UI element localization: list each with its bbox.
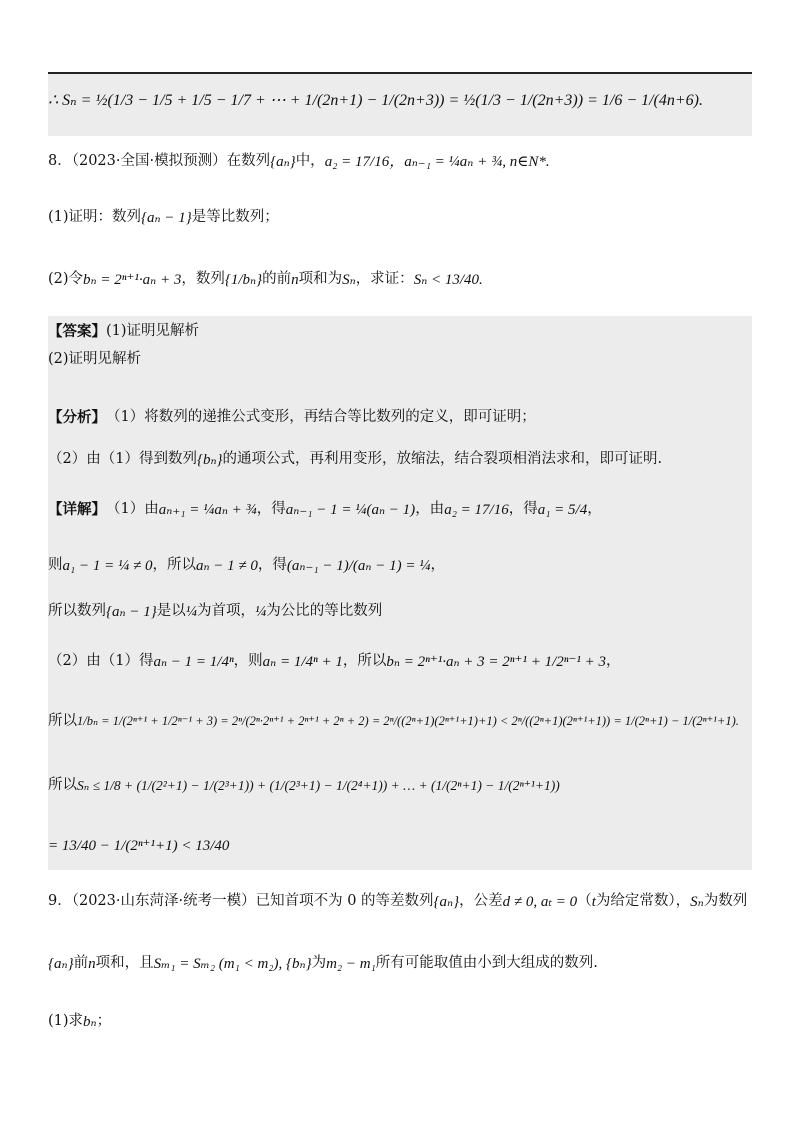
problem-9-sn: Sₙ <box>690 894 704 910</box>
analysis-text-2: （2）由（1）得到数列 <box>48 451 197 468</box>
detail-text: （1）由 <box>106 501 159 518</box>
reciprocal-bound: 1/bₙ = 1/(2ⁿ⁺¹ + 1/2ⁿ⁻¹ + 3) = 2ⁿ/(2ⁿ·2ⁿ⁺¹ + 2ⁿ⁺¹ + 2ⁿ + 2) = 2ⁿ/((2ⁿ+1)(2ⁿ⁺¹+1)+1) < 2ⁿ/((2ⁿ+1)(2ⁿ⁺¹+1)) = 1/(2ⁿ+1) − 1/(2ⁿ⁺¹+1). <box>77 714 739 729</box>
part-2-inequality: Sₙ < 13/40. <box>413 272 483 288</box>
detail-text: ， <box>430 557 445 574</box>
part-2-bn-def: bₙ = 2ⁿ⁺¹·aₙ + 3 <box>83 272 182 288</box>
detail-tag: 【详解】 <box>48 501 106 519</box>
detail-text: ，得 <box>256 501 286 518</box>
detail-text: ， <box>606 653 621 670</box>
detail-line-4 <box>48 652 752 672</box>
detail-text: 所以数列 <box>48 603 106 620</box>
problem-9-text: ，公差 <box>459 893 503 910</box>
problem-9-part-1-text: (1)求 <box>48 1013 84 1030</box>
part-2-reciprocal-seq: {1/bₙ} <box>224 272 263 288</box>
detail-text: ，则 <box>233 653 263 670</box>
detail-text: ，所以 <box>342 653 387 670</box>
problem-9-text: 为 <box>311 955 327 972</box>
problem-9-text: 为数列 <box>703 893 748 910</box>
problem-9-condition: d ≠ 0, aₜ = 0 <box>502 894 578 910</box>
detail-text: 为公比的等比数列 <box>266 603 383 620</box>
part-2-text-4: 项和为 <box>298 271 343 288</box>
problem-8-part-1 <box>48 208 752 228</box>
problem-9-t: t <box>591 894 596 910</box>
detail-text: ，得 <box>257 557 287 574</box>
detail-text: ， <box>587 501 602 518</box>
part-2-text: (2)令 <box>48 271 84 288</box>
first-term: ¼ <box>185 604 197 620</box>
part-1-text: (1)证明：数列 <box>48 209 142 226</box>
problem-8-source: 8．（2023·全国·模拟预测）在数列 <box>48 153 271 170</box>
problem-9-line-1 <box>48 892 752 912</box>
detail-line-6 <box>48 776 752 796</box>
problem-9-sequence: {aₙ} <box>433 894 460 910</box>
problem-9-difference: m₂ − m₁ <box>326 956 376 972</box>
problem-9-part-1-suffix: ； <box>96 1013 112 1030</box>
part-1-sequence: {aₙ − 1} <box>141 210 192 226</box>
problem-8-text: 中， <box>295 153 325 170</box>
shifted-recurrence: aₙ₋₁ − 1 = ¼(aₙ − 1) <box>285 502 416 518</box>
sum-formula: ∴ Sₙ = ½(1/3 − 1/5 + 1/5 − 1/7 + ⋯ + 1/(2n+1) − 1/(2n+3)) = ½(1/3 − 1/(2n+3)) = 1/6 − 1/(4n+6). <box>48 92 704 109</box>
detail-text: 为首项， <box>196 603 255 620</box>
recurrence-formula: aₙ₊₁ = ¼aₙ + ¾ <box>158 502 257 518</box>
a1-value: a₁ = 5/4 <box>537 502 588 518</box>
detail-text: 则 <box>48 557 63 574</box>
problem-9-text: 为给定常数）， <box>595 893 691 910</box>
problem-9-text: （ <box>577 893 592 910</box>
detail-text: ，所以 <box>152 557 196 574</box>
detail-line-1 <box>48 500 752 520</box>
problem-9-bn: bₙ <box>83 1014 97 1030</box>
a2-value: a₂ = 17/16 <box>444 502 509 518</box>
an-minus-1-nonzero: aₙ − 1 ≠ 0 <box>195 558 258 574</box>
answer-tag: 【答案】 <box>48 323 106 340</box>
problem-8-conditions: a₂ = 17/16，aₙ₋₁ = ¼aₙ + ¾, n∈N*. <box>324 154 550 170</box>
problem-9-n: n <box>88 956 96 972</box>
answer-line-2 <box>48 350 752 370</box>
problem-8-sequence: {aₙ} <box>270 154 296 170</box>
problem-8-part-2 <box>48 270 752 290</box>
answer-line-1 <box>48 322 752 342</box>
detail-text: （2）由（1）得 <box>48 653 154 670</box>
problem-9-sums-equal: Sₘ₁ = Sₘ₂ (m₁ < m₂), {bₙ} <box>153 956 312 972</box>
answer-part-1: (1)证明见解析 <box>106 323 200 339</box>
part-2-text-2: ，数列 <box>181 271 225 288</box>
problem-9-text: 所有可能取值由小到大组成的数列. <box>375 955 598 972</box>
sum-bound: Sₙ ≤ 1/8 + (1/(2²+1) − 1/(2³+1)) + (1/(2³+1) − 1/(2⁴+1)) + … + (1/(2ⁿ+1) − 1/(2ⁿ⁺¹+1)) <box>77 777 560 793</box>
bn-formula: bₙ = 2ⁿ⁺¹·aₙ + 3 = 2ⁿ⁺¹ + 1/2ⁿ⁻¹ + 3 <box>386 654 606 670</box>
analysis-text-3: 的通项公式，再利用变形，放缩法，结合裂项相消法求和，即可证明. <box>222 451 663 468</box>
problem-9-line-2 <box>48 954 752 974</box>
part-2-sn: Sₙ <box>342 272 356 288</box>
detail-line-3 <box>48 602 752 622</box>
detail-text: 是以 <box>156 603 186 620</box>
ratio-formula: (aₙ₋₁ − 1)/(aₙ − 1) = ¼ <box>286 558 431 574</box>
problem-9-part-1 <box>48 1012 752 1032</box>
common-ratio: ¼ <box>254 604 267 620</box>
sum-formula-line <box>48 90 752 112</box>
geometric-sequence: {aₙ − 1} <box>106 604 157 620</box>
analysis-line-1 <box>48 408 752 428</box>
part-1-suffix: 是等比数列； <box>191 209 279 226</box>
detail-text: ，得 <box>508 501 538 518</box>
part-2-text-3: 的前 <box>262 271 292 288</box>
an-minus-1-formula: aₙ − 1 = 1/4ⁿ <box>153 654 234 670</box>
a1-minus-1: a₁ − 1 = ¼ ≠ 0 <box>62 558 153 574</box>
problem-9-source: 9．（2023·山东菏泽·统考一模）已知首项不为 0 的等差数列 <box>48 893 434 910</box>
problem-9-sequence: {aₙ} <box>48 956 74 972</box>
final-inequality: = 13/40 − 1/(2ⁿ⁺¹+1) < 13/40 <box>48 838 230 854</box>
detail-line-2 <box>48 556 752 576</box>
part-2-text-5: ，求证： <box>355 271 414 288</box>
detail-text: 所以 <box>48 777 77 793</box>
answer-part-2: (2)证明见解析 <box>48 351 142 367</box>
analysis-bn: {bₙ} <box>196 452 223 468</box>
detail-text: ，由 <box>415 501 445 518</box>
analysis-line-2 <box>48 450 752 470</box>
problem-9-text: 项和，且 <box>95 955 154 972</box>
an-formula: aₙ = 1/4ⁿ + 1 <box>262 654 343 670</box>
problem-8-stem <box>48 152 752 172</box>
detail-line-5 <box>48 712 752 732</box>
analysis-tag: 【分析】 <box>48 409 106 426</box>
problem-9-text: 前 <box>73 955 89 972</box>
detail-text: 所以 <box>48 713 77 729</box>
analysis-text-1: （1）将数列的递推公式变形，再结合等比数列的定义，即可证明； <box>106 409 536 425</box>
detail-line-7 <box>48 836 752 856</box>
part-2-n: n <box>291 272 299 288</box>
